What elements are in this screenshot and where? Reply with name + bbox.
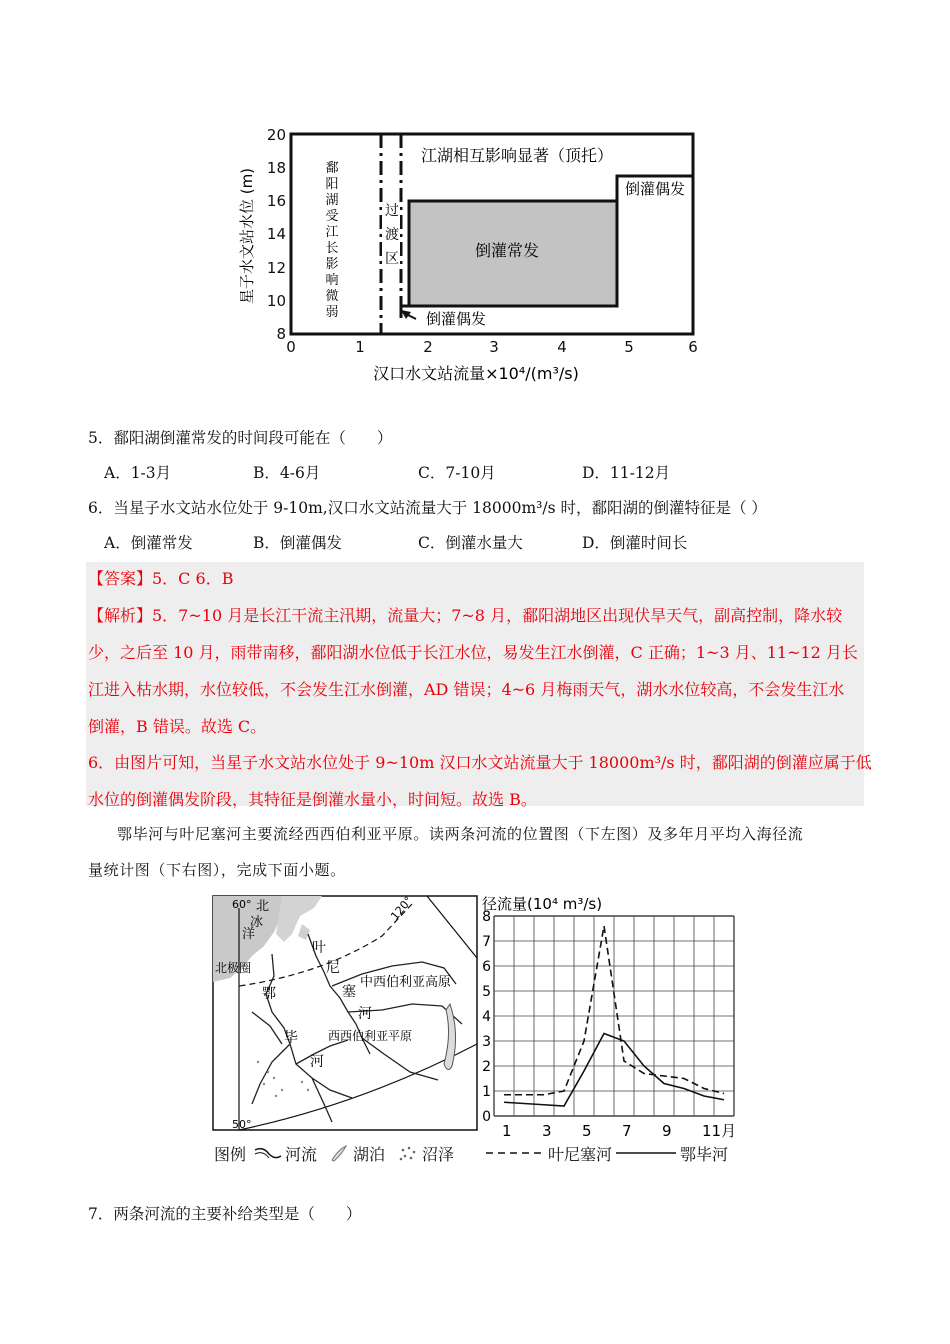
svg-text:洋: 洋 [242, 927, 256, 942]
map-label-plain: 西西伯利亚平原 [328, 1029, 413, 1043]
svg-text:过: 过 [385, 203, 399, 219]
q6-option-a: A．倒灌常发 [104, 534, 193, 552]
map-label-arctic-circle: 北极圈 [215, 961, 252, 975]
analysis-line: 【解析】5．7~10 月是长江干流主汛期，流量大；7~8 月，鄱阳湖地区出现伏旱天气，副高控制，降水较 [88, 606, 843, 625]
river-location-map [212, 894, 480, 1134]
svg-text:北: 北 [256, 899, 270, 914]
svg-text:鄂: 鄂 [262, 986, 276, 1002]
answer-line: 【答案】5．C 6．B [88, 569, 234, 588]
river-legend-icon [253, 1144, 283, 1162]
map-label-60: 60° [232, 898, 252, 911]
chart2-xtick: 5 [582, 1122, 592, 1140]
chart2-xtick: 1 [502, 1122, 512, 1140]
q6-option-d: D．倒灌时间长 [582, 534, 688, 552]
zone-occasional-low-label: 倒灌偶发 [425, 310, 487, 328]
chart1-ylabel: 星子水文站水位 (m) [238, 167, 256, 305]
chart2-ytick: 6 [482, 959, 491, 975]
chart1-ytick: 10 [266, 292, 286, 310]
svg-text:区: 区 [385, 251, 399, 267]
analysis-line: 6．由图片可知，当星子水文站水位处于 9~10m 汉口水文站流量大于 18000m³/s 时，鄱阳湖的倒灌应属于低 [88, 753, 872, 772]
q6-option-c: C．倒灌水量大 [418, 534, 523, 552]
q7-stem: 7．两条河流的主要补给类型是（ ） [88, 1205, 362, 1223]
zone-transition-label [382, 202, 400, 267]
map-label-120: 120° [388, 894, 416, 923]
chart1-xlabel: 汉口水文站流量×10⁴/(m³/s) [373, 364, 579, 383]
analysis-line: 倒灌，B 错误。故选 C。 [88, 717, 267, 736]
svg-text:河: 河 [310, 1054, 324, 1070]
chart2-xtick: 11月 [702, 1122, 737, 1140]
chart2-ytick: 0 [482, 1109, 491, 1125]
q6-option-b: B．倒灌偶发 [253, 534, 342, 552]
q5-option-b: B．4-6月 [253, 464, 321, 482]
lake-river-chart [230, 120, 720, 390]
svg-text:冰: 冰 [250, 915, 264, 930]
svg-text:响: 响 [325, 273, 339, 288]
q5-option-c: C．7-10月 [418, 464, 496, 482]
svg-text:湖: 湖 [325, 193, 339, 208]
yenisei-legend-icon [484, 1144, 546, 1162]
legend-title: 图例 [214, 1145, 247, 1164]
intro-line: 鄂毕河与叶尼塞河主要流经西西伯利亚平原。读两条河流的位置图（下左图）及多年月平均入海径流 [117, 825, 804, 843]
analysis-line: 少，之后至 10 月，雨带南移，鄱阳湖水位低于长江水位，易发生江水倒灌，C 正确；1~3 月、11~12 月长 [88, 643, 858, 662]
q5-option-a: A．1-3月 [104, 464, 172, 482]
chart1-ytick: 12 [266, 259, 286, 277]
ob-legend-icon [614, 1144, 678, 1162]
chart1-ytick: 20 [266, 126, 286, 144]
svg-text:河: 河 [358, 1006, 372, 1022]
zone-left-label [325, 161, 338, 320]
chart1-ytick: 16 [266, 192, 286, 210]
svg-text:塞: 塞 [342, 984, 356, 1000]
chart1-ytick: 8 [276, 325, 286, 343]
svg-text:渡: 渡 [385, 227, 399, 243]
legend-yenisei: 叶尼塞河 [548, 1145, 613, 1164]
chart1-xtick: 4 [557, 338, 567, 356]
svg-text:长: 长 [325, 241, 339, 256]
svg-text:影: 影 [325, 257, 339, 272]
swamp-legend-icon [398, 1144, 420, 1162]
legend-lake: 湖泊 [353, 1145, 386, 1164]
analysis-line: 水位的倒灌偶发阶段，其特征是倒灌水量小，时间短。故选 B。 [88, 790, 537, 809]
chart1-ytick: 14 [266, 225, 286, 243]
svg-text:尼: 尼 [326, 960, 340, 976]
svg-text:毕: 毕 [284, 1030, 298, 1046]
svg-text:微: 微 [325, 289, 339, 304]
chart2-ytitle: 径流量(10⁴ m³/s) [482, 895, 603, 913]
q6-stem: 6．当星子水文站水位处于 9-10m,汉口水文站流量大于 18000m³/s 时，鄱阳湖的倒灌特征是（ ） [88, 499, 767, 517]
chart2-ytick: 1 [482, 1084, 491, 1100]
svg-text:叶: 叶 [312, 940, 326, 956]
chart1-xtick: 3 [489, 338, 499, 356]
chart1-xtick: 5 [624, 338, 634, 356]
legend-ob: 鄂毕河 [680, 1145, 729, 1164]
chart2-xtick: 9 [662, 1122, 672, 1140]
svg-text:阳: 阳 [325, 177, 339, 192]
chart2-ytick: 8 [482, 909, 491, 925]
legend-swamp: 沼泽 [422, 1145, 455, 1164]
q5-stem: 5．鄱阳湖倒灌常发的时间段可能在（ ） [88, 429, 393, 447]
chart1-ytick: 18 [266, 159, 286, 177]
chart2-xtick: 3 [542, 1122, 552, 1140]
chart2-ytick: 7 [482, 934, 491, 950]
chart2-ytick: 5 [482, 984, 491, 1000]
svg-text:受: 受 [325, 209, 339, 224]
zone-main-label: 倒灌常发 [474, 241, 540, 260]
chart2-ytick: 3 [482, 1034, 491, 1050]
lake-legend-icon [328, 1144, 350, 1162]
chart1-xtick: 0 [286, 338, 296, 356]
chart1-xtick: 6 [688, 338, 698, 356]
zone-occasional-high-label: 倒灌偶发 [624, 180, 686, 198]
chart2-ytick: 2 [482, 1059, 491, 1075]
chart2-xtick: 7 [622, 1122, 632, 1140]
svg-text:弱: 弱 [325, 305, 339, 320]
map-label-50: 50° [232, 1118, 252, 1131]
legend-river: 河流 [285, 1145, 318, 1164]
svg-text:江: 江 [325, 225, 339, 240]
chart1-xtick: 2 [423, 338, 433, 356]
q5-option-d: D．11-12月 [582, 464, 671, 482]
intro-line: 量统计图（下右图），完成下面小题。 [88, 861, 346, 879]
analysis-line: 江进入枯水期，水位较低，不会发生江水倒灌，AD 错误；4~6 月梅雨天气，湖水水位较高，不会发生江水 [88, 680, 845, 699]
runoff-chart [480, 890, 750, 1145]
chart1-xtick: 1 [355, 338, 365, 356]
map-label-plateau: 中西伯利亚高原 [360, 975, 452, 990]
zone-top-label: 江湖相互影响显著（顶托） [420, 146, 614, 165]
chart2-ytick: 4 [482, 1009, 491, 1025]
svg-text:鄱: 鄱 [325, 161, 339, 176]
